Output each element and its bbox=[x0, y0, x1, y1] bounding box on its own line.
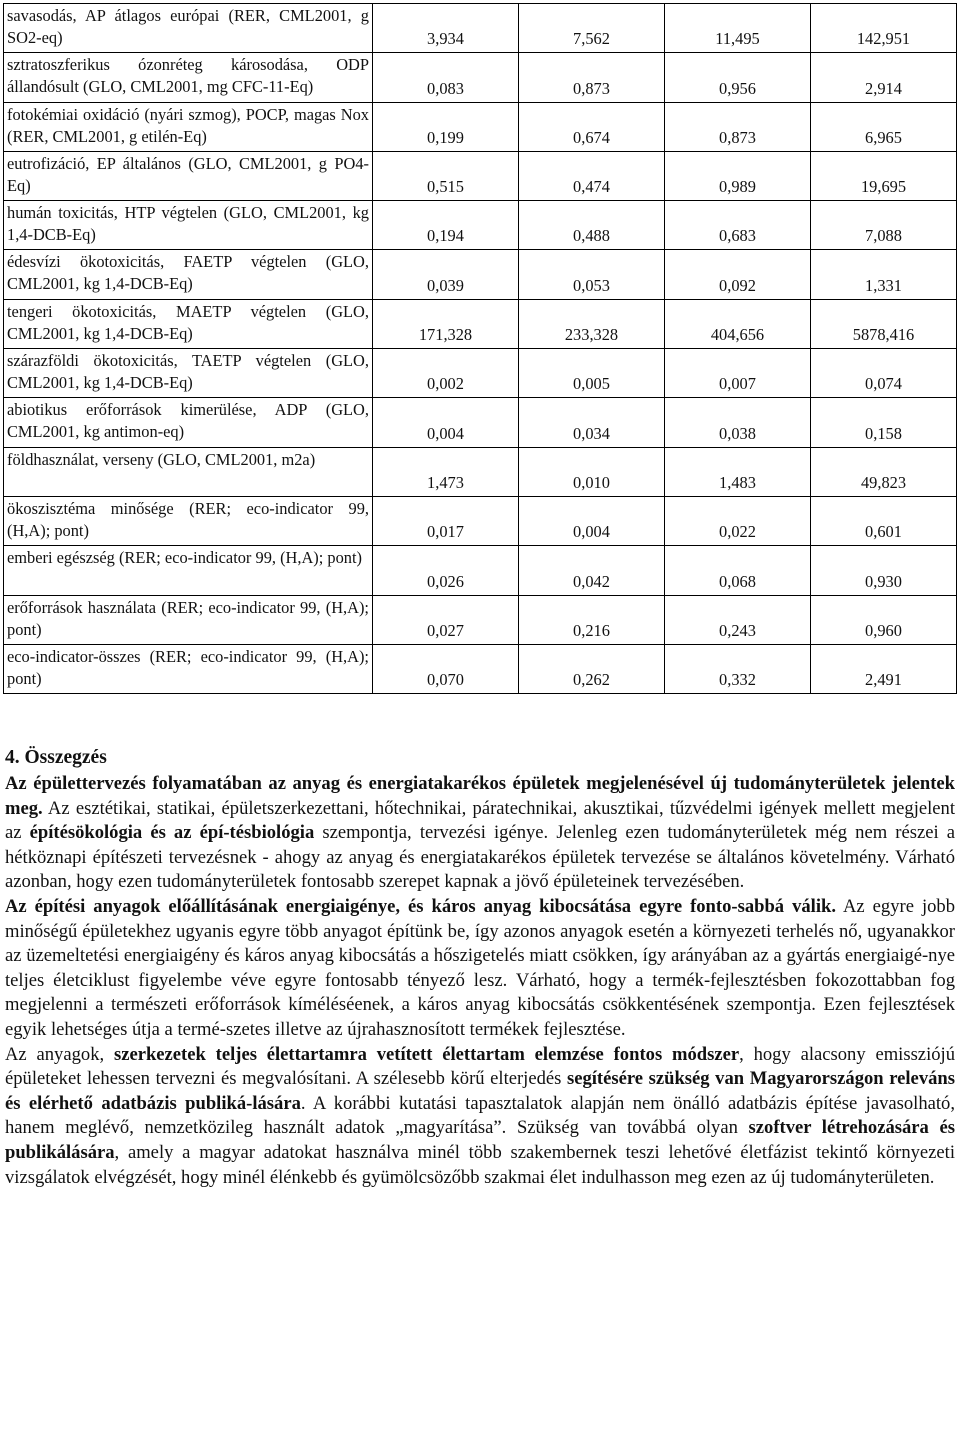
impact-category-cell: erőforrások használata (RER; eco-indicator 99, (H,A); pont) bbox=[4, 595, 373, 644]
value-cell: 0,039 bbox=[373, 250, 519, 299]
impact-category-cell: humán toxicitás, HTP végtelen (GLO, CML2001, kg 1,4-DCB-Eq) bbox=[4, 201, 373, 250]
impact-category-cell: savasodás, AP átlagos európai (RER, CML2001, g SO2-eq) bbox=[4, 4, 373, 53]
value-cell: 0,042 bbox=[519, 546, 665, 595]
value-cell: 0,007 bbox=[665, 349, 811, 398]
p3-text-4: , amely a magyar adatokat használva minél több szakembernek teszi lehetővé életfázist tekintő környezeti vizsgálatok elvégzését, hogy minél élénkebb és gyümölcsözőbb szakmai élet indulhasson meg ezen az új tudományterületen. bbox=[5, 1141, 955, 1188]
value-cell: 2,491 bbox=[811, 644, 957, 693]
table-row bbox=[4, 496, 957, 545]
p3-bold-2: segítésére szükség van Magyarországon releváns és elérhető adatbázis publiká-lására bbox=[5, 1068, 955, 1114]
value-cell: 0,199 bbox=[373, 102, 519, 151]
value-cell: 0,488 bbox=[519, 201, 665, 250]
value-cell: 6,965 bbox=[811, 102, 957, 151]
value-cell: 171,328 bbox=[373, 299, 519, 348]
value-cell: 0,158 bbox=[811, 398, 957, 447]
value-cell: 0,243 bbox=[665, 595, 811, 644]
value-cell: 0,070 bbox=[373, 644, 519, 693]
value-cell: 0,960 bbox=[811, 595, 957, 644]
value-cell: 0,083 bbox=[373, 53, 519, 102]
value-cell: 1,473 bbox=[373, 447, 519, 496]
value-cell: 0,262 bbox=[519, 644, 665, 693]
impact-table bbox=[3, 3, 957, 694]
impact-category-cell: eco-indicator-összes (RER; eco-indicator 99, (H,A); pont) bbox=[4, 644, 373, 693]
table-row bbox=[4, 53, 957, 102]
value-cell: 0,092 bbox=[665, 250, 811, 299]
table-row bbox=[4, 4, 957, 53]
p3-text-2: , hogy alacsony emissziójú épületeket lehessen tervezni és megvalósítani. A szélesebb körű elterjedés bbox=[5, 1043, 955, 1090]
value-cell: 0,022 bbox=[665, 496, 811, 545]
value-cell: 0,601 bbox=[811, 496, 957, 545]
value-cell: 233,328 bbox=[519, 299, 665, 348]
p1-bold-1: Az épülettervezés folyamatában az anyag és energiatakarékos épületek megjelenésével új tudományterületek jelentek meg. bbox=[5, 773, 955, 819]
value-cell: 7,088 bbox=[811, 201, 957, 250]
p1-text-2: szempontja, tervezési igénye. Jelenleg ezen tudományterületek még nem részei a hétköznapi építészeti tervezésnek - ahogy az anyag és energiatakarékos épületek tervezése se általános követelmény. Várható azonban, hogy ezen tudományterületek fontosabb szerepet kapnak a jövő épületeinek tervezésében. bbox=[5, 822, 956, 893]
impact-category-cell: édesvízi ökotoxicitás, FAETP végtelen (GLO, CML2001, kg 1,4-DCB-Eq) bbox=[4, 250, 373, 299]
table-row bbox=[4, 102, 957, 151]
value-cell: 11,495 bbox=[665, 4, 811, 53]
paragraph-1 bbox=[5, 772, 955, 895]
value-cell: 0,873 bbox=[519, 53, 665, 102]
impact-category-cell: földhasználat, verseny (GLO, CML2001, m2a) bbox=[4, 447, 373, 496]
value-cell: 0,010 bbox=[519, 447, 665, 496]
impact-category-cell: eutrofizáció, EP általános (GLO, CML2001, g PO4-Eq) bbox=[4, 151, 373, 200]
value-cell: 49,823 bbox=[811, 447, 957, 496]
p2-text-1: Az egyre jobb minőségű épületekhez ugyanis egyre több anyagot építünk be, így azonos anyagok esetén a környezeti terhelés nő, ugyanakkor az üzemeltetési energiaigény és káros anyag kibocsátás a hőszigetelés miatt csökken, így arányában az a gyártás energiaigé-nye teljes életciklust figyelembe véve egyre fontosabb tényező lesz. Várható, hogy a termék-fejlesztésben fokozottabban fog megjelenni a természeti erőforrások kíméléséenek, a káros anyag kibocsátás csökkentésének szempontja. Ezen fejlesztések egyik lehetséges útja a termé-szetes illetve az újrahasznosított termékek fejlesztése. bbox=[5, 895, 955, 1040]
value-cell: 0,930 bbox=[811, 546, 957, 595]
section-heading: 4. Összegzés bbox=[5, 747, 107, 768]
value-cell: 0,683 bbox=[665, 201, 811, 250]
value-cell: 0,005 bbox=[519, 349, 665, 398]
impact-category-cell: ökoszisztéma minősége (RER; eco-indicator 99, (H,A); pont) bbox=[4, 496, 373, 545]
table-row bbox=[4, 398, 957, 447]
table-row bbox=[4, 349, 957, 398]
value-cell: 0,027 bbox=[373, 595, 519, 644]
impact-category-cell: szárazföldi ökotoxicitás, TAETP végtelen (GLO, CML2001, kg 1,4-DCB-Eq) bbox=[4, 349, 373, 398]
value-cell: 1,331 bbox=[811, 250, 957, 299]
value-cell: 0,026 bbox=[373, 546, 519, 595]
value-cell: 0,216 bbox=[519, 595, 665, 644]
p3-bold-1: szerkezetek teljes élettartamra vetített élettartam elemzése fontos módszer bbox=[113, 1043, 740, 1065]
value-cell: 0,332 bbox=[665, 644, 811, 693]
value-cell: 0,074 bbox=[811, 349, 957, 398]
table-row bbox=[4, 644, 957, 693]
value-cell: 0,873 bbox=[665, 102, 811, 151]
impact-category-cell: abiotikus erőforrások kimerülése, ADP (GLO, CML2001, kg antimon-eq) bbox=[4, 398, 373, 447]
value-cell: 0,017 bbox=[373, 496, 519, 545]
value-cell: 2,914 bbox=[811, 53, 957, 102]
impact-category-cell: fotokémiai oxidáció (nyári szmog), POCP, magas Nox (RER, CML2001, g etilén-Eq) bbox=[4, 102, 373, 151]
summary-section bbox=[5, 746, 955, 1190]
table-row bbox=[4, 250, 957, 299]
value-cell: 3,934 bbox=[373, 4, 519, 53]
value-cell: 0,038 bbox=[665, 398, 811, 447]
p3-bold-3: szoftver létrehozására és publikálására bbox=[5, 1117, 955, 1163]
table-body bbox=[4, 4, 957, 694]
value-cell: 0,004 bbox=[519, 496, 665, 545]
value-cell: 0,956 bbox=[665, 53, 811, 102]
value-cell: 0,515 bbox=[373, 151, 519, 200]
paragraph-3 bbox=[5, 1043, 955, 1191]
value-cell: 0,474 bbox=[519, 151, 665, 200]
impact-category-cell: tengeri ökotoxicitás, MAETP végtelen (GLO, CML2001, kg 1,4-DCB-Eq) bbox=[4, 299, 373, 348]
value-cell: 19,695 bbox=[811, 151, 957, 200]
value-cell: 0,194 bbox=[373, 201, 519, 250]
p2-bold-1: Az építési anyagok előállításának energiaigénye, és káros anyag kibocsátása egyre fonto-sabbá válik. bbox=[5, 895, 837, 917]
value-cell: 404,656 bbox=[665, 299, 811, 348]
table-row bbox=[4, 151, 957, 200]
impact-category-cell: emberi egészség (RER; eco-indicator 99, (H,A); pont) bbox=[4, 546, 373, 595]
table-row bbox=[4, 201, 957, 250]
table-row bbox=[4, 595, 957, 644]
p1-text-1: Az esztétikai, statikai, épületszerkezettani, hőtechnikai, páratechnikai, akusztikai, tűzvédelmi igények mellett megjelent az bbox=[5, 797, 955, 844]
value-cell: 0,053 bbox=[519, 250, 665, 299]
value-cell: 142,951 bbox=[811, 4, 957, 53]
paragraph-2 bbox=[5, 895, 955, 1043]
table-row bbox=[4, 299, 957, 348]
value-cell: 0,068 bbox=[665, 546, 811, 595]
impact-category-cell: sztratoszferikus ózonréteg károsodása, ODP állandósult (GLO, CML2001, mg CFC-11-Eq) bbox=[4, 53, 373, 102]
value-cell: 0,989 bbox=[665, 151, 811, 200]
value-cell: 5878,416 bbox=[811, 299, 957, 348]
p3-text-3: . A korábbi kutatási tapasztalatok alapján nem önálló adatbázis építése javasolható, hanem meglévő, nemzetközileg használt adatok „magyarítása”. Szükség van továbbá olyan bbox=[5, 1092, 956, 1139]
value-cell: 0,674 bbox=[519, 102, 665, 151]
value-cell: 0,002 bbox=[373, 349, 519, 398]
value-cell: 1,483 bbox=[665, 447, 811, 496]
table-row bbox=[4, 447, 957, 496]
value-cell: 7,562 bbox=[519, 4, 665, 53]
p3-text-1: Az anyagok, bbox=[5, 1043, 114, 1065]
p1-bold-2: építésökológia és az épí-tésbiológia bbox=[29, 822, 315, 844]
value-cell: 0,034 bbox=[519, 398, 665, 447]
table-row bbox=[4, 546, 957, 595]
value-cell: 0,004 bbox=[373, 398, 519, 447]
